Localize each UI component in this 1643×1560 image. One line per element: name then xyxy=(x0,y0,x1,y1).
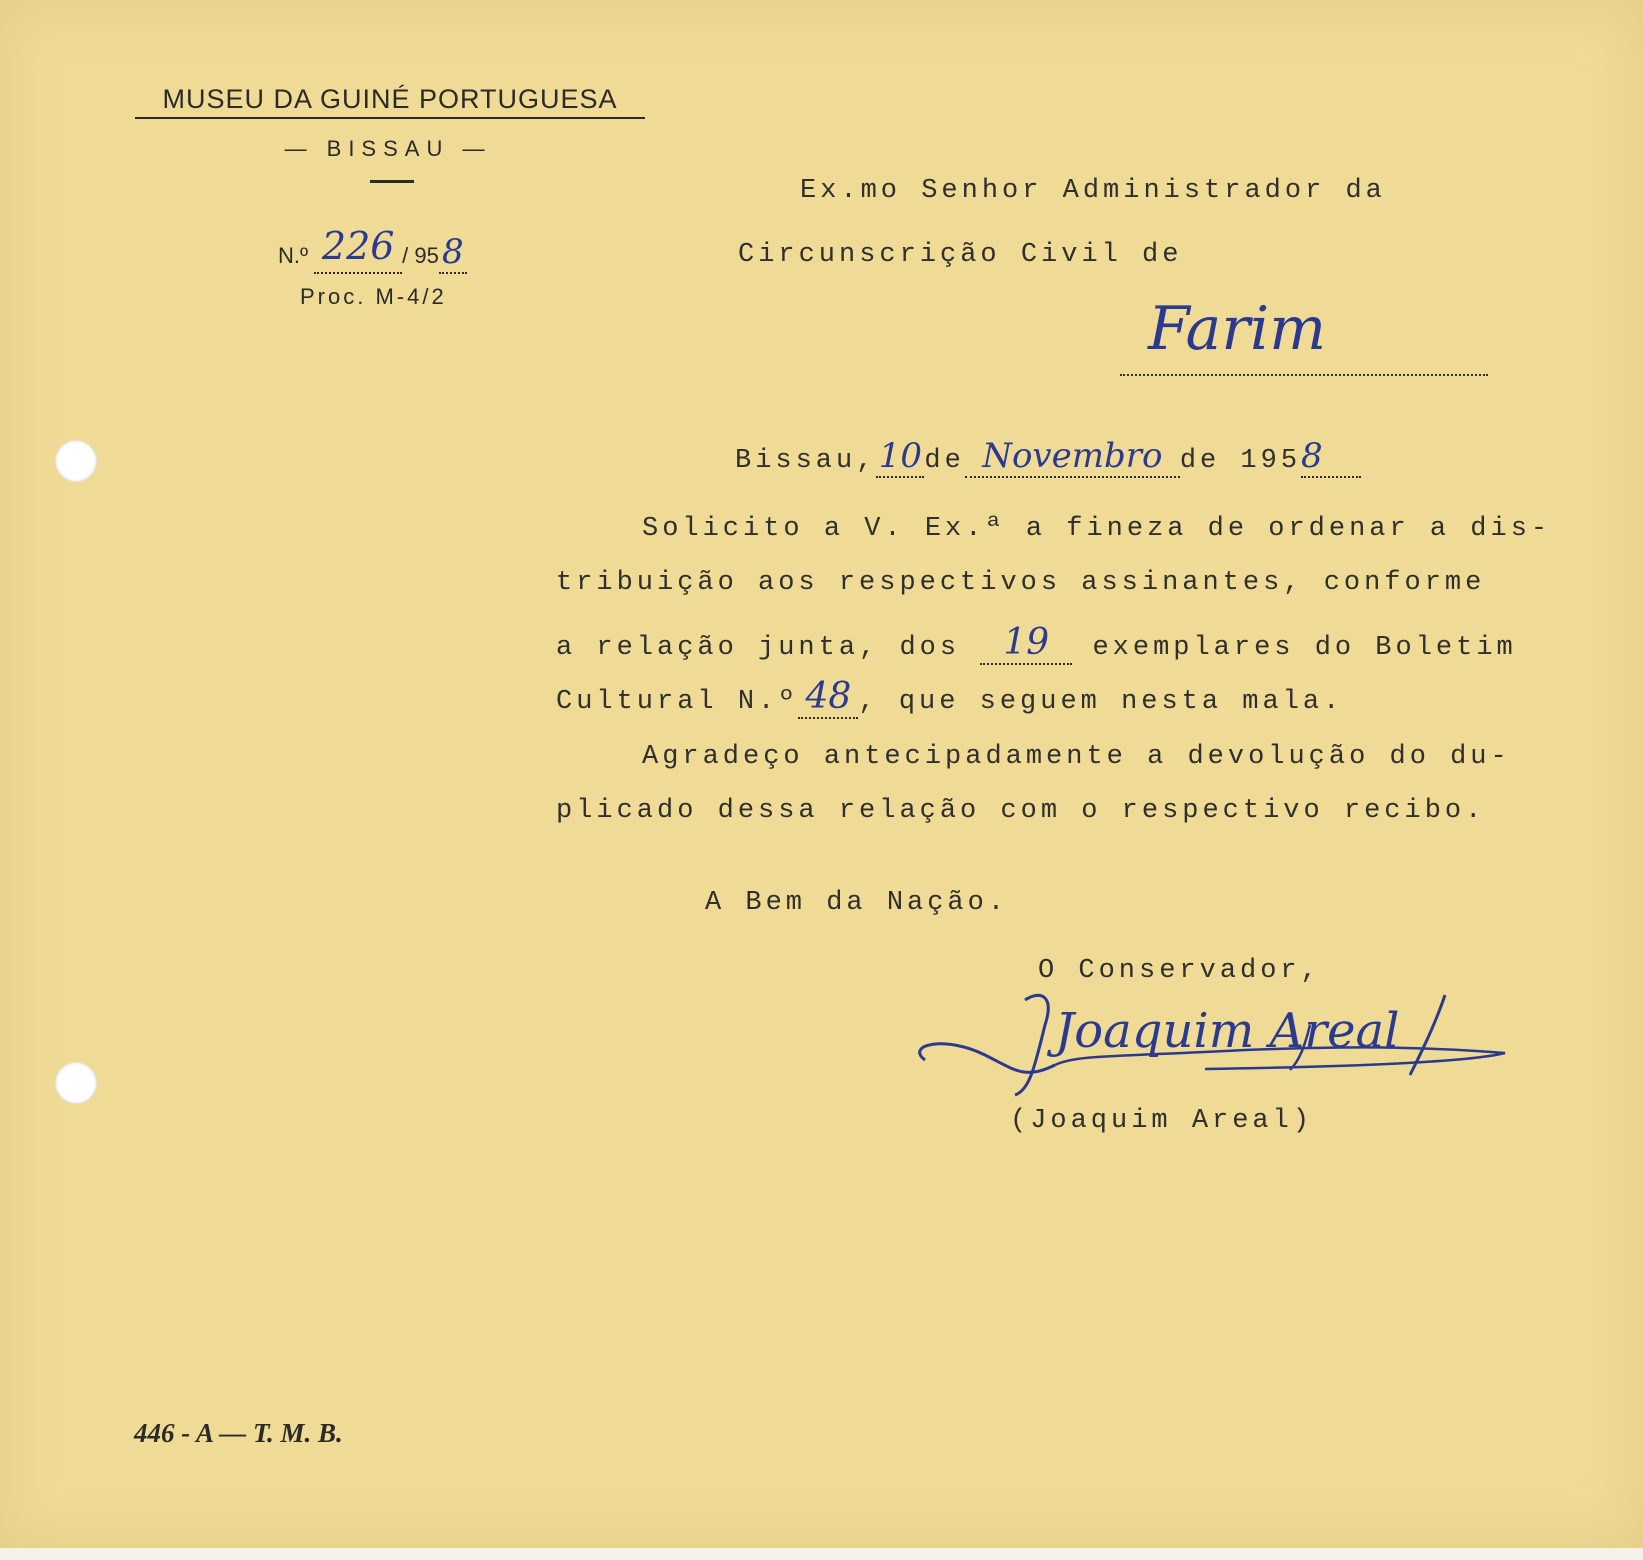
copies-slot xyxy=(980,622,1072,665)
reference-number-prefix: N.º xyxy=(278,243,309,268)
body-p1-line-1: Solicito a V. Ex.ª a fineza de ordenar a dis- xyxy=(642,514,1552,544)
body-p1-line-4-start: Cultural N.º xyxy=(556,687,799,717)
addressee-line-1: Ex.mo Senhor Administrador da xyxy=(800,176,1386,206)
date-year-slot xyxy=(1301,436,1361,478)
process-reference: Proc. M-4/2 xyxy=(300,284,447,309)
date-month-handwritten: Novembro xyxy=(982,436,1163,476)
date-year-digit-handwritten: 8 xyxy=(1301,436,1323,476)
body-p2-line-1: Agradeço antecipadamente a devolução do du- xyxy=(642,742,1511,772)
body-p2-line-2: plicado dessa relação com o respectivo recibo. xyxy=(556,796,1486,826)
closing-role: O Conservador, xyxy=(1038,956,1321,986)
body-p1-line-4-end: , que seguem nesta mala. xyxy=(858,687,1344,717)
body-p1-line-3 xyxy=(556,622,1517,665)
reference-number-separator: / 95 xyxy=(402,243,439,268)
bulletin-number-slot xyxy=(798,676,858,719)
signature-text: Joaquim Areal xyxy=(1055,1003,1400,1059)
date-de-1: de xyxy=(924,446,965,476)
reference-year-slot xyxy=(439,232,467,274)
body-p1-line-3-start: a relação junta, dos xyxy=(556,633,961,663)
letterhead-institution: MUSEU DA GUINÉ PORTUGUESA xyxy=(135,84,645,119)
signatory-name: (Joaquim Areal) xyxy=(1010,1106,1314,1136)
addressee-line-2: Circunscrição Civil de xyxy=(738,240,1183,270)
reference-number-handwritten: 226 xyxy=(321,224,395,268)
body-p1-line-2: tribuição aos respectivos assinantes, conforme xyxy=(556,568,1486,598)
punch-hole-top xyxy=(55,440,97,482)
date-prefix: Bissau, xyxy=(735,446,877,476)
bulletin-number-handwritten: 48 xyxy=(805,676,852,717)
form-code: 446 - A — T. M. B. xyxy=(134,1418,343,1448)
date-line xyxy=(735,436,1361,478)
letterhead-rule xyxy=(370,180,414,183)
reference-number xyxy=(278,224,467,274)
closing-salutation: A Bem da Nação. xyxy=(705,888,1009,918)
date-day-slot xyxy=(876,436,924,478)
reference-number-slot xyxy=(314,224,402,274)
signature-image xyxy=(905,985,1515,1115)
body-p1-line-4 xyxy=(556,676,1343,719)
addressee-place-slot xyxy=(1120,296,1488,376)
punch-hole-bottom xyxy=(55,1062,97,1104)
addressee-place-handwritten: Farim xyxy=(1148,294,1327,364)
letterhead-city: — BISSAU — xyxy=(284,136,492,161)
date-de-2: de 195 xyxy=(1179,446,1302,476)
copies-handwritten: 19 xyxy=(1003,622,1050,663)
date-month-slot xyxy=(965,436,1180,478)
date-day-handwritten: 10 xyxy=(878,436,923,476)
body-p1-line-3-end: exemplares do Boletim xyxy=(1092,633,1517,663)
reference-year-digit-handwritten: 8 xyxy=(442,232,464,272)
